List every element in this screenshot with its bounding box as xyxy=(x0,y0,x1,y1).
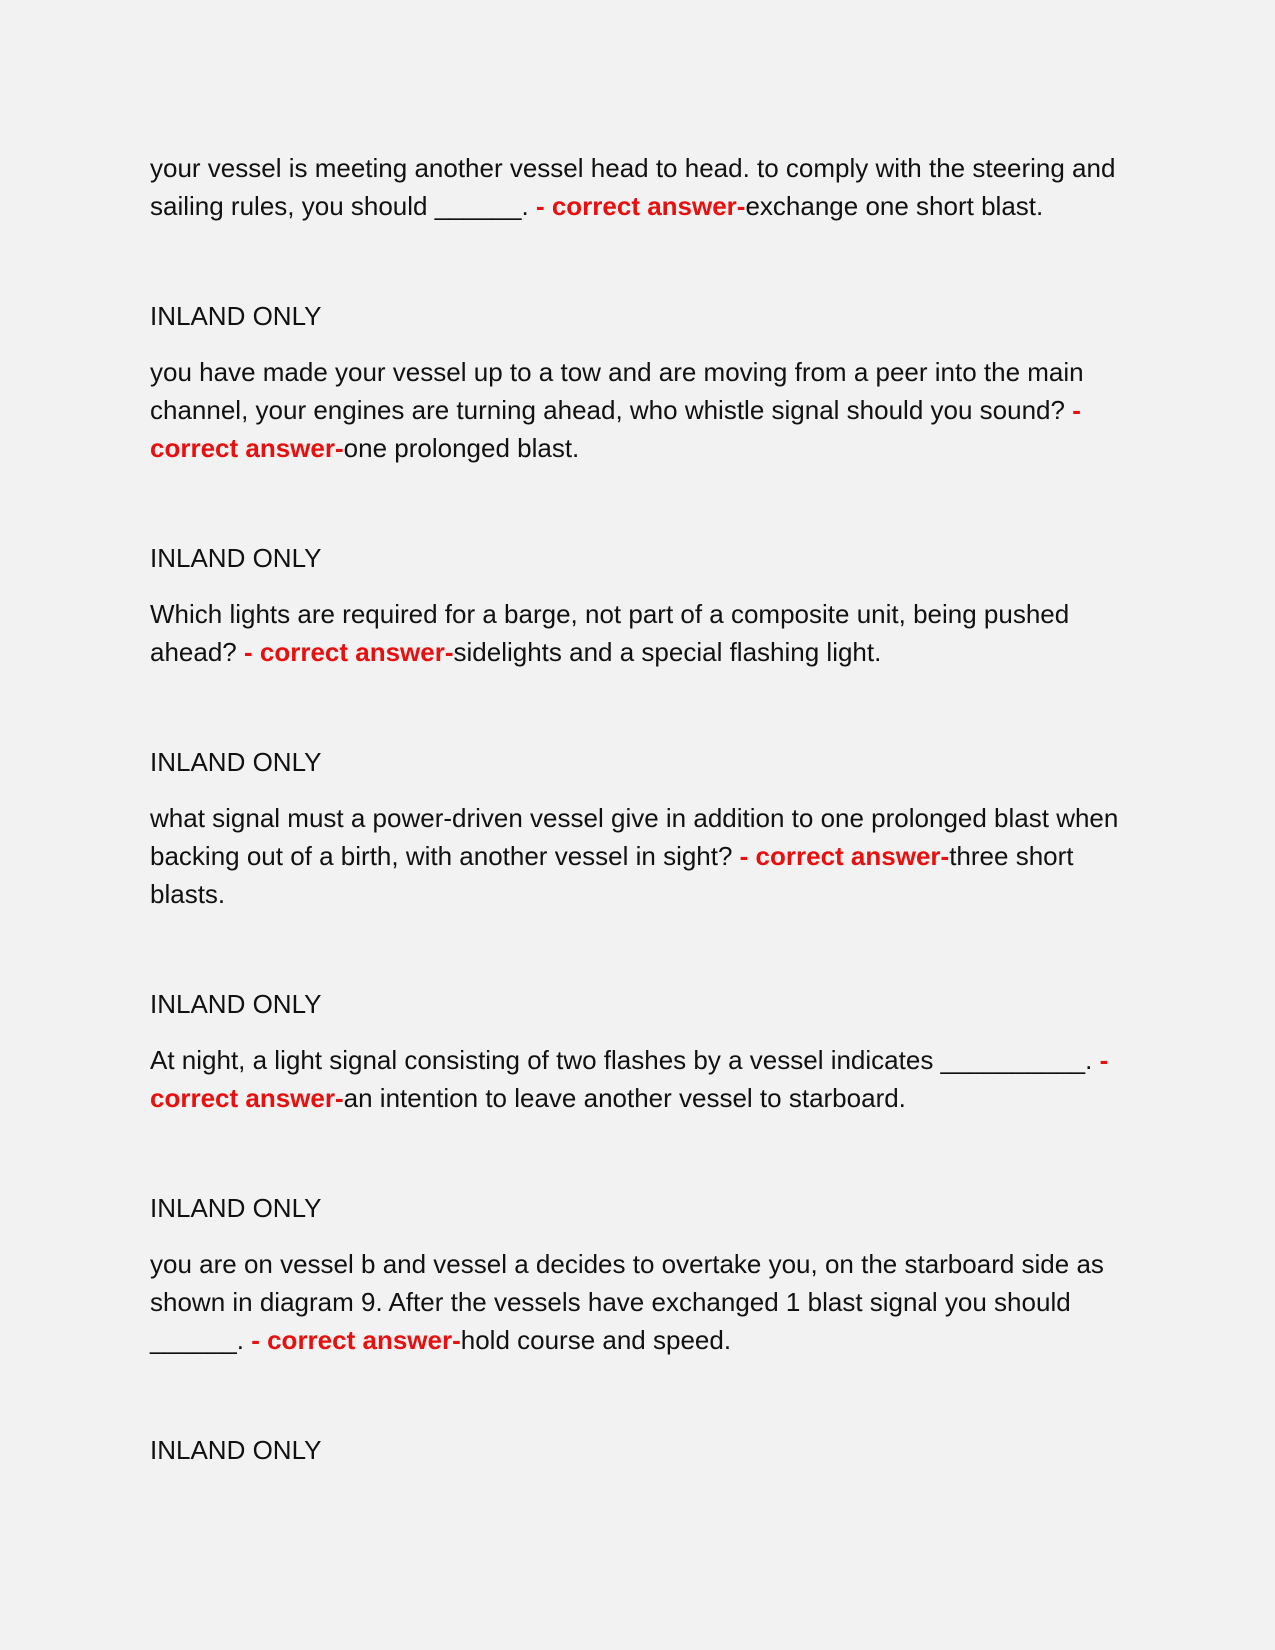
qa-entry-1 xyxy=(150,149,1150,225)
correct-answer-marker: - correct answer- xyxy=(150,1045,1109,1113)
section-label: INLAND ONLY xyxy=(150,747,322,777)
section-label: INLAND ONLY xyxy=(150,1435,322,1465)
question-text: Which lights are required for a barge, not part of a composite unit, being pushed ahead? xyxy=(150,599,1070,667)
qa-entry-4 xyxy=(150,799,1150,913)
answer-text: sidelights and a special flashing light. xyxy=(453,637,882,667)
answer-text: hold course and speed. xyxy=(460,1325,732,1355)
section-label: INLAND ONLY xyxy=(150,1193,322,1223)
qa-entry-2 xyxy=(150,353,1150,467)
section-label: INLAND ONLY xyxy=(150,301,322,331)
document-page xyxy=(150,149,1150,1469)
answer-text: an intention to leave another vessel to starboard. xyxy=(343,1083,906,1113)
qa-entry-3 xyxy=(150,595,1150,671)
question-text: your vessel is meeting another vessel head to head. to comply with the steering and sailing rules, you should ______. xyxy=(150,153,1116,221)
correct-answer-marker: - correct answer- xyxy=(243,637,454,667)
qa-entry-6 xyxy=(150,1245,1150,1359)
answer-text: one prolonged blast. xyxy=(343,433,580,463)
correct-answer-marker: - correct answer- xyxy=(739,841,950,871)
answer-text: exchange one short blast. xyxy=(745,191,1044,221)
question-text: you have made your vessel up to a tow and are moving from a peer into the main channel, your engines are turning ahead, who whistle signal should you sound? xyxy=(150,357,1084,425)
answer-text: three short blasts. xyxy=(150,841,1074,909)
question-text: what signal must a power-driven vessel give in addition to one prolonged blast when backing out of a birth, with another vessel in sight? xyxy=(150,803,1119,871)
correct-answer-marker: - correct answer- xyxy=(150,395,1081,463)
question-text: you are on vessel b and vessel a decides to overtake you, on the starboard side as shown in diagram 9. After the vessels have exchanged 1 blast signal you should ______. xyxy=(150,1249,1104,1355)
section-label: INLAND ONLY xyxy=(150,989,322,1019)
correct-answer-marker: - correct answer- xyxy=(535,191,746,221)
question-text: At night, a light signal consisting of two flashes by a vessel indicates __________. xyxy=(150,1045,1100,1075)
qa-entry-5 xyxy=(150,1041,1150,1117)
correct-answer-marker: - correct answer- xyxy=(251,1325,461,1355)
section-label: INLAND ONLY xyxy=(150,543,322,573)
